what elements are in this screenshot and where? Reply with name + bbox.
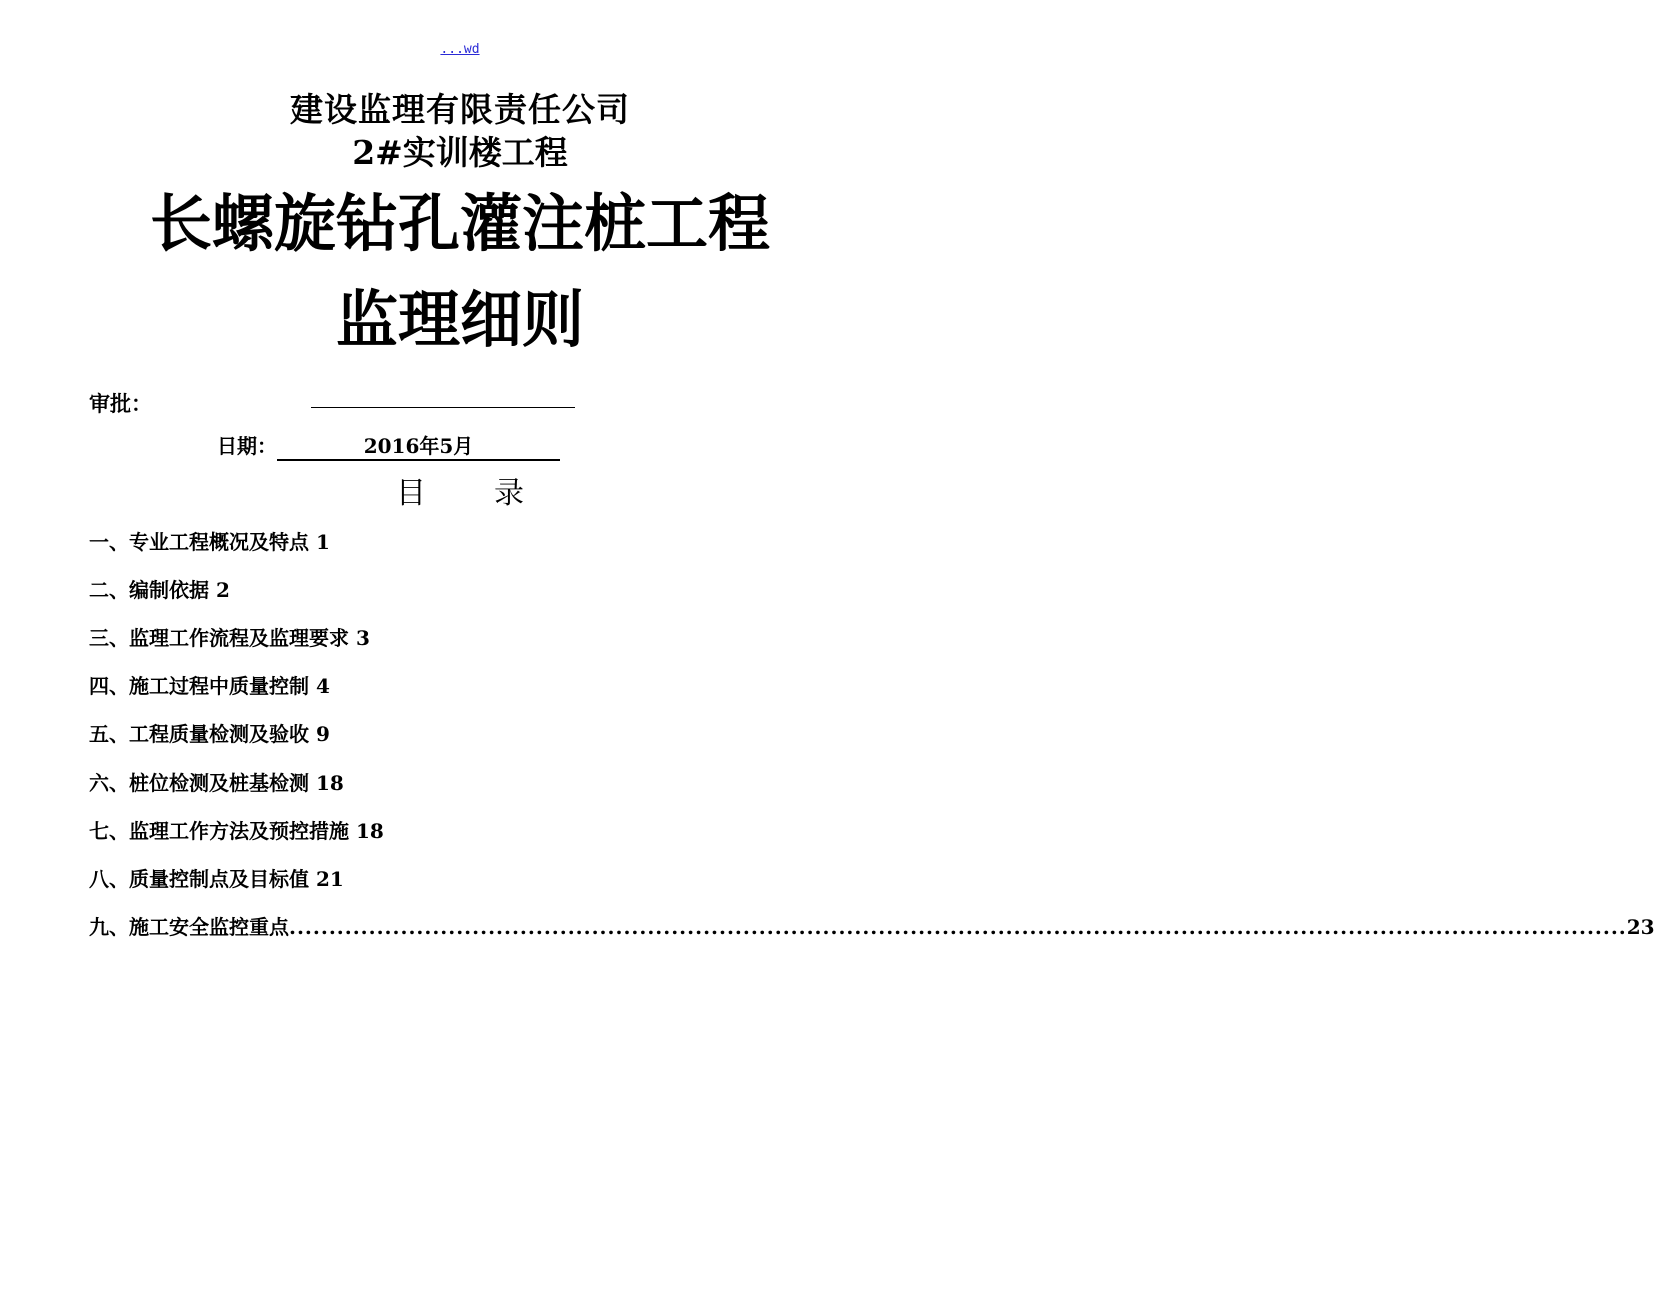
toc-title — [0, 474, 920, 514]
header-link[interactable]: ...wd — [440, 42, 480, 57]
company-name: 建设监理有限责任公司 — [290, 90, 630, 129]
toc-item[interactable]: 一、专业工程概况及特点 1 — [89, 530, 330, 554]
toc-title-right: 录 — [494, 476, 524, 511]
date-label: 日期： — [217, 434, 277, 458]
toc-item[interactable]: 三、监理工作流程及监理要求 3 — [89, 626, 370, 650]
project-name: 2#实训楼工程 — [352, 133, 568, 172]
toc-leader-dots: ........................................................................................................................................................................ — [289, 915, 1627, 939]
date-value: 2016年5月 — [277, 433, 560, 461]
toc-title-left: 目 — [396, 476, 426, 511]
toc-item-last[interactable] — [89, 913, 1655, 941]
toc-item[interactable]: 七、监理工作方法及预控措施 18 — [89, 819, 384, 843]
document-title: 长螺旋钻孔灌注桩工程 — [149, 187, 770, 260]
approve-signature-line — [311, 407, 575, 408]
toc-item[interactable]: 八、质量控制点及目标值 21 — [89, 867, 344, 891]
document-subtitle: 监理细则 — [335, 283, 584, 356]
toc-last-label: 九、施工安全监控重点 — [89, 915, 289, 939]
toc-item[interactable]: 四、施工过程中质量控制 4 — [89, 674, 330, 698]
toc-last-page: 23 — [1626, 915, 1655, 939]
toc-item[interactable]: 六、桩位检测及桩基检测 18 — [89, 771, 344, 795]
toc-item[interactable]: 二、编制依据 2 — [89, 578, 230, 602]
date-row — [217, 432, 560, 461]
toc-item[interactable]: 五、工程质量检测及验收 9 — [89, 722, 330, 746]
approve-label: 审批： — [89, 391, 152, 416]
